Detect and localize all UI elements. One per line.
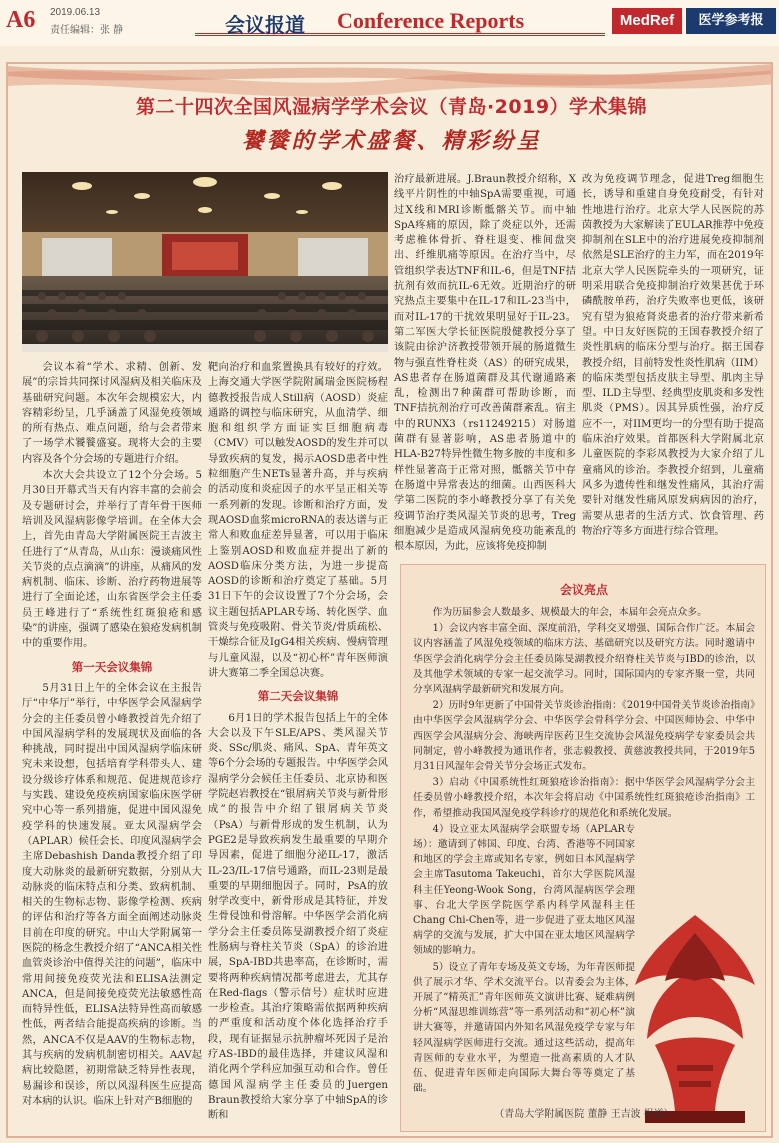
highlights-intro: 作为历届参会人数最多、规模最大的年会，本届年会亮点众多。 xyxy=(432,607,707,618)
paragraph: 靶向治疗和血浆置换具有较好的疗效。上海交通大学医学院附属瑞金医院杨程德教授报告成人Still病（AOSD）炎症通路的调控与临床研究，从血清学、细胞和组织学方面证实巨细胞病毒（CMV）可以触发AOSD的发生并可以导致疾病的复发，揭示AOSD患者中性粒细胞产生NETs显著升高，并与疾病的活动度和炎症因子的水平呈正相关等一系列新的发现。诊断和治疗方面，发现AOSD血浆microRNA的表达谱与正常人和败血症差异显著，可以用于临床上鉴别AOSD和败血症并提出了新的AOSD临床分类方法，为进一步提高AOSD的诊断和治疗奠定了基础。5月31日下午的会议设置了7个分会场，会议主题包括APLAR专场、转化医学、血管炎与免疫吸附、骨关节炎/骨质疏松、干燥综合征及IgG4相关疾病、慢病管理与儿童风湿，以及“初心杯”青年医师演讲大赛第二季全国总决赛。 xyxy=(208,362,388,679)
article-column-1 xyxy=(22,360,202,1136)
section-title-en: Conference Reports xyxy=(337,8,525,33)
highlight-item: 1）会议内容丰富全面、深度前沿，学科交叉增强、国际合作广泛。本届会议内容涵盖了风湿免疫领域的临床方法、基础研究以及研究方法。同时邀请中华医学会消化病学分会主任委员陈旻湖教授介绍脊柱关节炎与IBD的诊治，以及其他学术领域的专家一起交流学习。同时，国际国内的专家齐聚一堂，共同分享风湿病学最新研究和发展方向。 xyxy=(413,623,755,696)
issue-date: 2019.06.13 xyxy=(50,7,101,18)
article-column-2 xyxy=(208,360,388,1136)
highlight-item: 5）设立了青年专场及英文专场，为年青医师提供了展示才华、学术交流平台。以青委会为主体，开展了“精英汇”青年医师英文演讲比赛、疑难病例分析“风湿思维训练营”等一系列活动和“初心杯”演讲大赛等，并邀请国内外知名风湿免疫学专家与年轻风湿病学医师进行交流。通过这些活动，提高年青医师的专业水平，为塑造一批高素质的人才队伍、促进青年医师走向国际大舞台等等奠定了基础。 xyxy=(413,961,635,1095)
highlights-title: 会议亮点 xyxy=(559,583,608,597)
reporter-credit: （青岛大学附属医院 董静 王吉波 报道） xyxy=(494,1109,674,1120)
highlight-item: 2）历时9年更新了中国骨关节炎诊治指南：《2019中国骨关节炎诊治指南》由中华医学会风湿病学分会、中华医学会骨科学分会、中国医师协会、中华中西医学会风湿病分会、海峡两岸医药卫生交流协会风湿免疫病学专家委员会共同制定，曾小峰教授为通讯作者，张志毅教授、黄慈波教授共同，于2019年5月31日风湿年会骨关节分会场正式发布。 xyxy=(413,700,755,773)
qingdao-may-wind-sculpture-illustration xyxy=(625,915,765,1127)
highlights-box xyxy=(400,564,766,1132)
page-number: A6 xyxy=(6,7,36,33)
day2-section-heading: 第二天会议集锦 xyxy=(257,689,339,704)
paragraph: 5月31日上午的全体会议在主报告厅“中华厅”举行，中华医学会风湿病学分会的主任委员曾小峰教授首先介绍了中国风湿病学科的发展现状及面临的各种挑战，同时提出中国风湿病学临床研究未来设想，包括培育学科带头人、建设分级诊疗体系和规范、促进规范诊疗与实践、建设免疫疾病国家临床医学研究中心等一系列措施，促进中国风湿免疫学科的快速发展。亚太风湿病学会（APLAR）候任会长、印度风湿病学会主席Debashish Danda教授介绍了印度大动脉炎的最新研究数据，分别从大动脉炎的临床特点和分类、致病机制、相关的生物标志物、影像学检测、疾病的评估和治疗等各方面全面阐述动脉炎目前在印度的研究。中山大学附属第一医院的杨念生教授介绍了“ANCA相关性血管炎诊治中值得关注的问题”，临床中常用间接免疫荧光法和ELISA法测定ANCA，但是间接免疫荧光法敏感性高而特异性低，ELISA法特异性高而敏感性低，两者结合能提高疾病的诊断。当然，ANCA不仅是AAV的生物标志物，其与疾病的发病机制密切相关。AAV起病比较隐匿，初期常缺乏特异性表现，易漏诊和误诊，所以风湿科医生应提高对本病的认识。临床上针对产B细胞的 xyxy=(22,682,202,1107)
responsible-editor: 责任编辑：张 静 xyxy=(50,25,124,36)
paragraph: 治疗最新进展。J.Braun教授介绍称，X线平片阴性的中轴SpA需要重视，可通过X线和MRI诊断骶髂关节。而中轴SpA疼痛的原因，除了炎症以外，还需考虑椎体骨折、脊柱退变、椎间盘突出、纤维肌痛等原因。在治疗当中，尽管组织学表达TNF和IL-6，但是TNF拮抗剂有效而抗IL-6无效。近期治疗的研究热点主要集中在IL-17和IL-23当中，而对IL-17的干扰效果明显好于IL-23。第二军医大学长征医院殷健教授分享了该院由徐沪济教授带领开展的肠道微生物与强直性脊柱炎（AS）的研究成果，AS患者存在肠道菌群及其代谢通路紊乱，检测出7种菌群可帮助诊断，而TNF拮抗剂治疗可改善菌群紊乱。宿主中的RUNX3（rs11249215）对肠道菌群有显著影响，AS患者肠道中的HLA-B27特异性微生物多胺的丰度和多样性显著高于正常对照，骶髂关节中存在肠道中异常表达的细菌。山西医科大学第二医院的李小峰教授分享了有关免疫调节治疗类风湿关节炎的思考，Treg细胞减少是造成风湿病免疫功能紊乱的根本原因，为此，应该将免疫抑制 xyxy=(394,174,576,553)
paragraph: 本次大会共设立了12个分会场。5月30日开幕式当天有内容丰富的会前会及专题研讨会，并举行了青年骨干医师培训及风湿病影像学培训。在全体大会上，首先由青岛大学附属医院王吉波主任进行了“从青岛，从山东：漫谈痛风性关节炎的点点滴滴”的讲座，从痛风的发病机制、临床、诊断、治疗药物进展等进行了全面论述，山东省医学会主任委员王峰进行了“系统性红斑狼疮和感染”的讲座，强调了感染在狼疮发病机制中的重要作用。 xyxy=(22,470,202,650)
paragraph: 6月1日的学术报告包括上午的全体大会以及下午SLE/APS、类风湿关节炎、SSc/肌炎、痛风、SpA、青年英文等6个分会场的专题报告。中华医学会风湿病学分会候任主任委员、北京协和医学院赵岩教授在“银屑病关节炎与新骨形成”的报告中介绍了银屑病关节炎（PsA）与新骨形成的发生机制，认为PGE2是导致疾病发生最重要的早期介导因素，促进了细胞分泌IL-17，激活IL-23/IL-17信号通路，而IL-23则是最重要的早期细胞因子。同时，PsA的放射学改变中，新骨形成是其特征，并发生骨侵蚀和骨溶解。中华医学会消化病学分会主任委员陈旻湖教授介绍了炎症性肠病与脊柱关节炎（SpA）的诊治进展，SpA-IBD共患率高，在诊断时，需要将两种疾病情况都考虑进去，尤其存在Red-flags（警示信号）症状时应进一步检查。其治疗策略需依据两种疾病的严重度和活动度个体化选择治疗手段，现有证据显示抗肿瘤坏死因子是治疗AS-IBD的最佳选择，并建议风湿和消化两个学科应加强互动和合作。曾任德国风湿病学主任委员的Juergen Braun教授给大家分享了中轴SpA的诊断和 xyxy=(208,712,388,1122)
publication-name: 医学参考报 xyxy=(686,8,776,34)
day1-section-heading: 第一天会议集锦 xyxy=(71,659,153,674)
section-title-bar xyxy=(195,6,605,36)
article-subhead: 饕餮的学术盛餐、精彩纷呈 xyxy=(241,128,542,154)
paragraph: 改为免疫调节理念，促进Treg细胞生长，诱导和重建自身免疫耐受，有针对性地进行治疗。北京大学人民医院的苏茵教授为大家解读了EULAR推荐中免疫抑制剂在SLE中的治疗进展免疫抑制剂依然是SLE治疗的主力军，而在2019年北京大学人民医院牵头的一项研究，证明采用联合免疫抑制治疗效果甚优于环磷酰胺单药，治疗失败率也更低，该研究有望为狼疮肾炎患者的治疗带来新希望。中日友好医院的王国春教授介绍了炎性肌病的临床分型与治疗。据王国春教授介绍，目前特发性炎性肌病（IIM）的临床类型包括皮肤主导型、肌肉主导型、ILD主导型、经典型皮肌炎和多发性肌炎（PMS）。因其异质性强，治疗反应不一，对IIM更均一的分型有助于提高临床治疗效果。首都医科大学附属北京儿童医院的李彩凤教授为大家介绍了儿童痛风的诊治。李教授介绍到，儿童痛风多为遗传性和继发性痛风，其治疗需要针对继发性痛风原发病病因的治疗，需要从患者的生活方式、饮食管理、药物治疗等多方面进行综合管理。 xyxy=(582,174,764,537)
article-headline: 第二十四次全国风湿病学学术会议（青岛·2019）学术集锦 xyxy=(135,96,648,118)
highlight-item: 3）启动《中国系统性红斑狼疮诊治指南》：据中华医学会风湿病学分会主任委员曾小峰教授介绍，本次年会将启动《中国系统性红斑狼疮诊治指南》工作，希望推动我国风湿免疫学科诊疗的规范化和系统化发展。 xyxy=(413,777,755,819)
section-title-cn: 会议报道 xyxy=(225,13,305,37)
article-column-4 xyxy=(582,172,764,556)
medref-logo: MedRef xyxy=(612,8,682,34)
highlight-item: 4）设立亚太风湿病学会联盟专场（APLAR专场）：邀请到了韩国、印度、台湾、香港等不同国家和地区的学会主席或知名专家，例如日本风湿病学会主席Tasutoma Takeuchi，首尔大学医院风湿科主任Yeong-Wook Song，台湾风湿病医学会理事、台北大学医学院医学系内科学风湿科主任Chang Chi-Chen等，进一步促进了亚太地区风湿病学的交流与发展，扩大中国在亚太地区风湿病学领域的影响力。 xyxy=(413,823,635,957)
article-frame xyxy=(6,62,773,1138)
article-column-3 xyxy=(394,172,576,556)
conference-hall-photo xyxy=(22,172,388,352)
masthead xyxy=(0,0,779,46)
paragraph: 会议本着“学术、求精、创新、发展”的宗旨共同探讨风湿病及相关临床及基础研究问题。本次年会规模宏大，内容精彩纷呈，几乎涵盖了风湿免疫领域的所有热点、难点问题，给与会者带来了一场学术饕餮盛宴。现将大会的主要内容及各个分会场的专题进行介绍。 xyxy=(22,362,202,465)
